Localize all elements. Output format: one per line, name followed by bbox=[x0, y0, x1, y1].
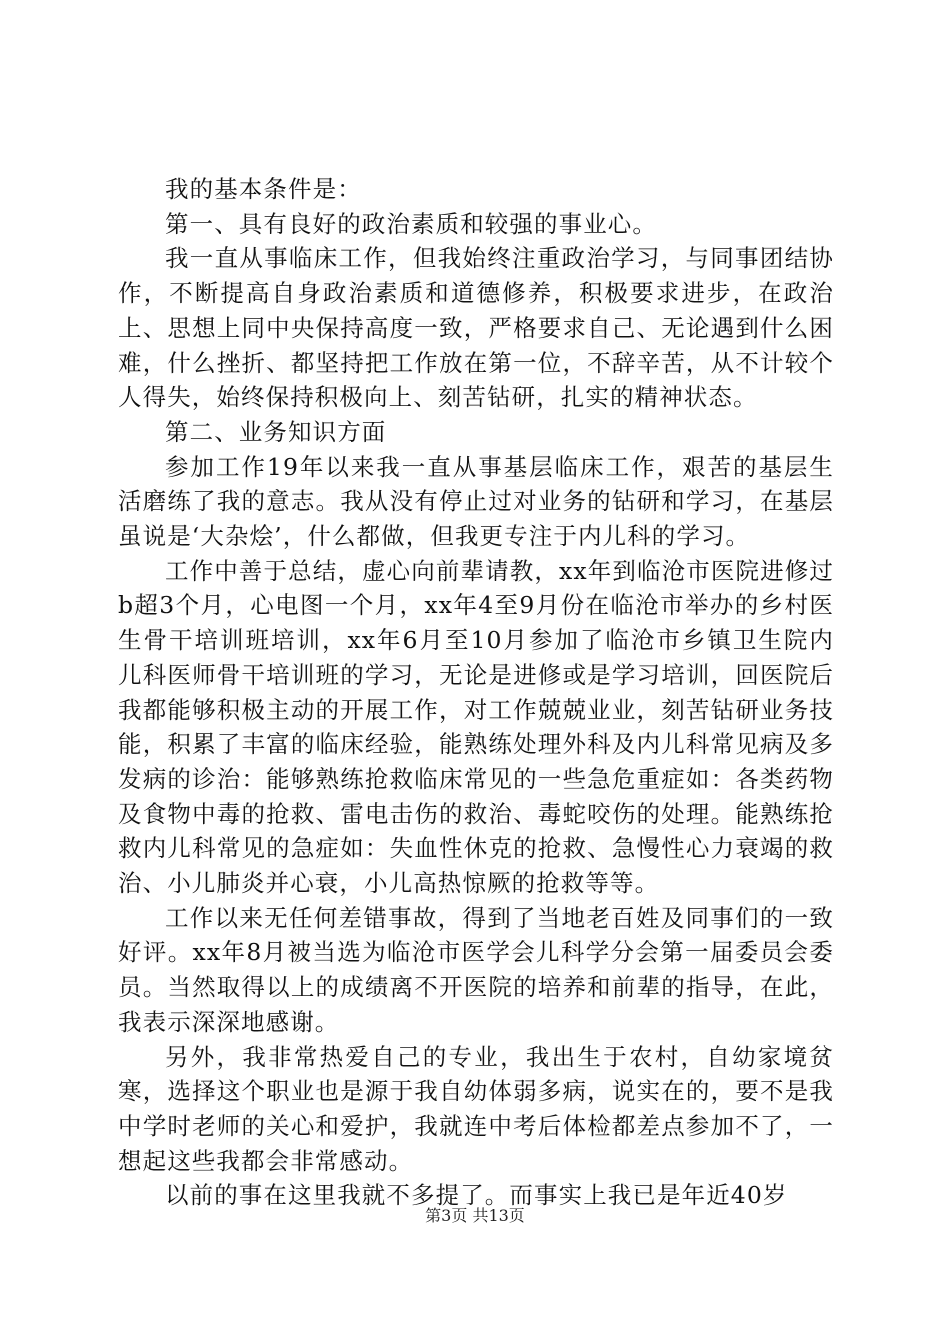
paragraph-political-quality: 我一直从事临床工作，但我始终注重政治学习，与同事团结协作，不断提高自身政治素质和道德修养，积极要求进步，在政治上、思想上同中央保持高度一致，严格要求自己、无论遇到什么困难，什么挫折、都坚持把工作放在第一位，不辞辛苦，从不计较个人得失，始终保持积极向上、刻苦钻研，扎实的精神状态。 bbox=[118, 244, 834, 412]
paragraph-first-heading: 第一、具有良好的政治素质和较强的事业心。 bbox=[165, 209, 657, 238]
paragraph-basic-conditions: 我的基本条件是： bbox=[165, 175, 362, 203]
paragraph-second-heading: 第二、业务知识方面 bbox=[165, 417, 387, 446]
paragraph-work-experience: 参加工作19年以来我一直从事基层临床工作，艰苦的基层生活磨练了我的意志。我从没有停止过对业务的钻研和学习，在基层虽说是‘大杂烩’，什么都做，但我更专注于内儿科的学习。 bbox=[118, 452, 834, 551]
paragraph-training: 工作中善于总结，虚心向前辈请教，xx年到临沧市医院进修过b超3个月，心电图一个月，xx年4至9月份在临沧市举办的乡村医生骨干培训班培训，xx年6月至10月参加了临沧市乡镇卫生院内儿科医师骨干培训班的学习，无论是进修或是学习培训，回医院后我都能够积极主动的开展工作，对工作兢兢业业，刻苦钻研业务技能，积累了丰富的临床经验，能熟练处理外科及内儿科常见病及多发病的诊治：能够熟练抢救临床常见的一些急危重症如：各类药物及食物中毒的抢救、雷电击伤的救治、毒蛇咬伤的处理。能熟练抢救内儿科常见的急症如：失血性休克的抢救、急慢性心力衰竭的救治、小儿肺炎并心衰，小儿高热惊厥的抢救等等。 bbox=[118, 556, 834, 898]
paragraph-achievements: 工作以来无任何差错事故，得到了当地老百姓及同事们的一致好评。xx年8月被当选为临沧市医学会儿科学分会第一届委员会委员。当然取得以上的成绩离不开医院的培养和前辈的指导，在此，我表示深深地感谢。 bbox=[118, 903, 834, 1036]
document-body bbox=[118, 172, 834, 1213]
paragraph-personal-background: 另外，我非常热爱自己的专业，我出生于农村，自幼家境贫寒，选择这个职业也是源于我自幼体弱多病，说实在的，要不是我中学时老师的关心和爱护，我就连中考后体检都差点参加不了，一想起这些我都会非常感动。 bbox=[118, 1042, 834, 1175]
paragraph-continuation: 以前的事在这里我就不多提了。而事实上我已是年近40岁 bbox=[165, 1181, 788, 1210]
page-footer: 第3页 共13页 bbox=[425, 1206, 525, 1225]
